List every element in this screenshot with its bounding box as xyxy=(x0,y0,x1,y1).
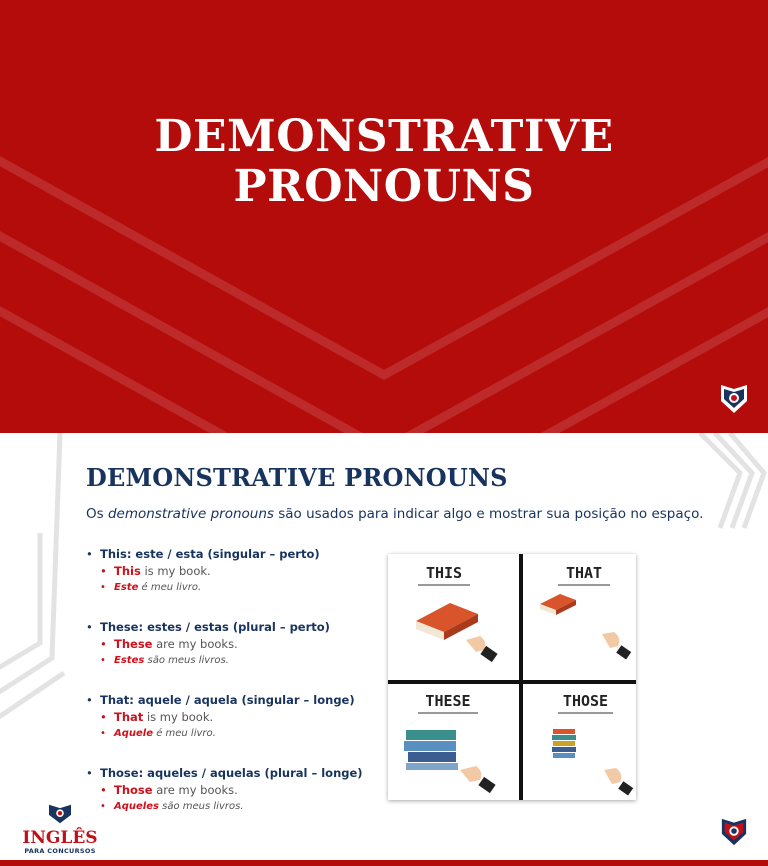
content-slide xyxy=(0,433,768,866)
brand-tagline: PARA CONCURSOS xyxy=(24,847,96,855)
english-example: • Those are my books. xyxy=(86,782,376,799)
book-icon xyxy=(540,594,576,615)
content-title: DEMONSTRATIVE PRONOUNS xyxy=(86,463,508,492)
brand-logo xyxy=(20,803,100,855)
shield-logo-icon xyxy=(720,816,748,848)
pronoun-definition: • Those: aqueles / aquelas (plural – longe) xyxy=(86,764,376,782)
book-icon xyxy=(416,603,478,640)
intro-text: Os demonstrative pronouns são usados para indicar algo e mostrar sua posição no espaço. xyxy=(86,506,704,522)
illustration-grid xyxy=(388,554,636,800)
pronoun-illustration xyxy=(388,554,636,800)
pointing-hand-icon xyxy=(460,766,496,793)
label-these: THESE xyxy=(425,692,471,710)
pointing-hand-icon xyxy=(604,768,633,796)
portuguese-example: • Aqueles são meus livros. xyxy=(86,799,376,815)
portuguese-example: • Este é meu livro. xyxy=(86,580,376,596)
pronoun-definition: • That: aquele / aquela (singular – longe) xyxy=(86,691,376,709)
english-example: • That is my book. xyxy=(86,709,376,726)
portuguese-example: • Aquele é meu livro. xyxy=(86,726,376,742)
list-item xyxy=(86,764,376,815)
list-item xyxy=(86,545,376,596)
pronoun-definition: • These: estes / estas (plural – perto) xyxy=(86,618,376,636)
list-item xyxy=(86,691,376,742)
pronoun-definition: • This: este / esta (singular – perto) xyxy=(86,545,376,563)
shield-logo-icon xyxy=(47,803,73,825)
label-that: THAT xyxy=(565,564,603,582)
pointing-hand-icon xyxy=(466,636,498,662)
shield-logo-icon xyxy=(719,383,749,415)
pronoun-list xyxy=(86,545,376,837)
books-stack-icon xyxy=(552,729,576,758)
slide-title: DEMONSTRATIVE PRONOUNS xyxy=(154,111,614,212)
label-those: THOSE xyxy=(562,692,609,710)
portuguese-example: • Estes são meus livros. xyxy=(86,653,376,669)
books-stack-icon xyxy=(404,730,458,770)
bottom-bar xyxy=(0,860,768,866)
english-example: • These are my books. xyxy=(86,636,376,653)
label-this: THIS xyxy=(425,564,463,582)
list-item xyxy=(86,618,376,669)
english-example: • This is my book. xyxy=(86,563,376,580)
pointing-hand-icon xyxy=(602,632,631,660)
brand-name: INGLÊS xyxy=(22,828,98,848)
